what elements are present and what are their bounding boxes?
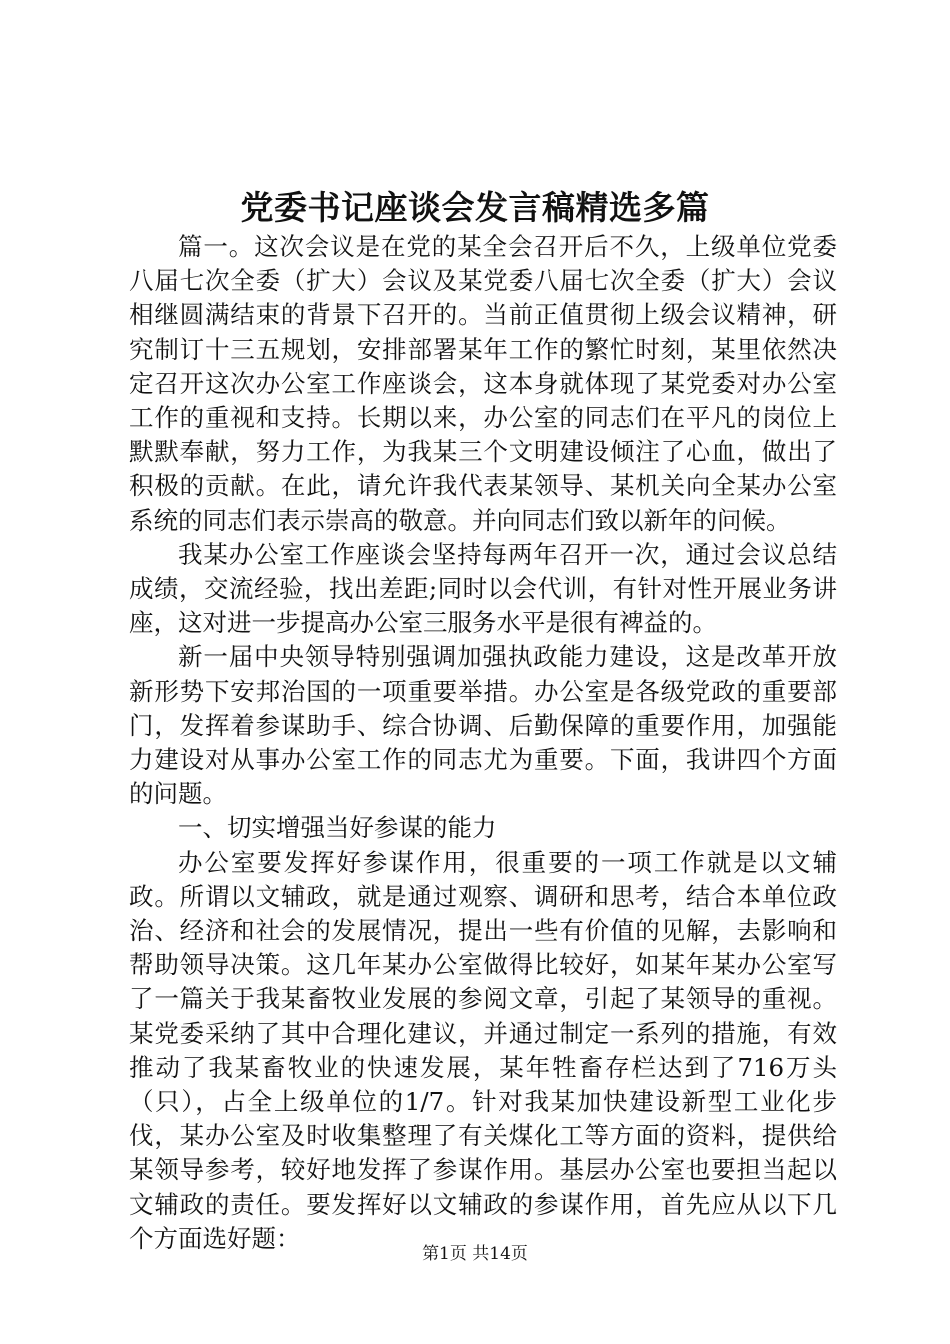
page-footer: 第1页 共14页 xyxy=(422,1244,528,1264)
paragraph-3: 新一届中央领导特别强调加强执政能力建设，这是改革开放新形势下安邦治国的一项重要举措。办公室是各级党政的重要部门，发挥着参谋助手、综合协调、后勤保障的重要作用，加强能力建设对从事办公室工作的同志尤为重要。下面，我讲四个方面的问题。 xyxy=(129,642,837,809)
paragraph-1: 篇一。这次会议是在党的某全会召开后不久，上级单位党委八届七次全委（扩大）会议及某党委八届七次全委（扩大）会议相继圆满结束的背景下召开的。当前正值贯彻上级会议精神，研究制订十三五规划，安排部署某年工作的繁忙时刻，某里依然决定召开这次办公室工作座谈会，这本身就体现了某党委对办公室工作的重视和支持。长期以来，办公室的同志们在平凡的岗位上默默奉献，努力工作，为我某三个文明建设倾注了心血，做出了积极的贡献。在此，请允许我代表某领导、某机关向全某办公室系统的同志们表示崇高的敬意。并向同志们致以新年的问候。 xyxy=(129,232,837,535)
paragraph-2: 我某办公室工作座谈会坚持每两年召开一次，通过会议总结成绩，交流经验，找出差距;同时以会代训，有针对性开展业务讲座，这对进一步提高办公室三服务水平是很有裨益的。 xyxy=(129,539,837,638)
document-body xyxy=(129,230,837,1256)
document-title: 党委书记座谈会发言稿精选多篇 xyxy=(240,188,710,227)
section-heading: 一、切实增强当好参谋的能力 xyxy=(178,813,497,843)
paragraph-4: 办公室要发挥好参谋作用，很重要的一项工作就是以文辅政。所谓以文辅政，就是通过观察、调研和思考，结合本单位政治、经济和社会的发展情况，提出一些有价值的见解，去影响和帮助领导决策。这几年某办公室做得比较好，如某年某办公室写了一篇关于我某畜牧业发展的参阅文章，引起了某领导的重视。某党委采纳了其中合理化建议，并通过制定一系列的措施，有效推动了我某畜牧业的快速发展，某年牲畜存栏达到了716万头（只），占全上级单位的1/7。针对我某加快建设新型工业化步伐，某办公室及时收集整理了有关煤化工等方面的资料，提供给某领导参考，较好地发挥了参谋作用。基层办公室也要担当起以文辅政的责任。要发挥好以文辅政的参谋作用，首先应从以下几个方面选好题： xyxy=(129,847,837,1253)
